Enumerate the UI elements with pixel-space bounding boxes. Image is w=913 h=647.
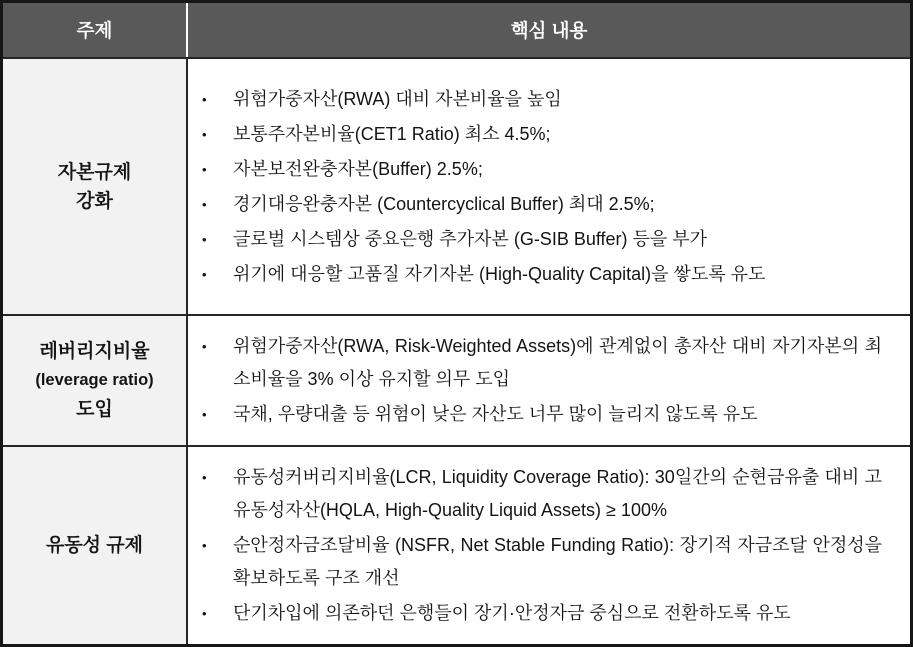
bullet-item: • 위험가중자산(RWA) 대비 자본비율을 높임 (188, 83, 882, 116)
bullet-list (188, 81, 882, 293)
content-cell-leverage-ratio (188, 314, 910, 445)
topic-line: 도입 (76, 399, 113, 420)
topic-line: 강화 (76, 190, 113, 212)
topic-cell-leverage-ratio (3, 314, 188, 445)
topic-line-sub: (leverage ratio) (35, 371, 154, 389)
bullet-list (188, 459, 882, 632)
bullet-item: • 위기에 대응할 고품질 자기자본 (High-Quality Capital)을 쌓도록 유도 (188, 258, 882, 291)
topic-line: 레버리지비율 (39, 341, 150, 362)
bullet-item: • 단기차입에 의존하던 은행들이 장기·안정자금 중심으로 전환하도록 유도 (188, 597, 882, 630)
header-cell-topic (3, 3, 188, 57)
content-cell-capital-regulation (188, 57, 910, 314)
topic-line: 유동성 규제 (45, 535, 144, 556)
header-cell-content (188, 3, 910, 57)
topic-cell-capital-regulation (3, 57, 188, 314)
bullet-item: • 순안정자금조달비율 (NSFR, Net Stable Funding Ratio): 장기적 자금조달 안정성을 확보하도록 구조 개선 (188, 529, 882, 595)
bullet-item: • 유동성커버리지비율(LCR, Liquidity Coverage Ratio): 30일간의 순현금유출 대비 고유동성자산(HQLA, High-Quality Liquid Assets) ≥ 100% (188, 461, 882, 527)
bullet-list (188, 328, 882, 433)
bullet-item: • 경기대응완충자본 (Countercyclical Buffer) 최대 2.5%; (188, 188, 882, 221)
bullet-item: • 보통주자본비율(CET1 Ratio) 최소 4.5%; (188, 118, 882, 151)
bullet-item: • 글로벌 시스템상 중요은행 추가자본 (G-SIB Buffer) 등을 부가 (188, 223, 882, 256)
topic-line: 자본규제 (57, 161, 132, 183)
bullet-item: • 국채, 우량대출 등 위험이 낮은 자산도 너무 많이 늘리지 않도록 유도 (188, 398, 882, 431)
bullet-item: • 자본보전완충자본(Buffer) 2.5%; (188, 153, 882, 186)
bullet-item: • 위험가중자산(RWA, Risk-Weighted Assets)에 관계없이 총자산 대비 자기자본의 최소비율을 3% 이상 유지할 의무 도입 (188, 330, 882, 396)
topic-cell-liquidity-regulation (3, 445, 188, 644)
header-topic-label: 주제 (76, 20, 113, 41)
content-cell-liquidity-regulation (188, 445, 910, 644)
header-content-label: 핵심 내용 (510, 20, 588, 41)
